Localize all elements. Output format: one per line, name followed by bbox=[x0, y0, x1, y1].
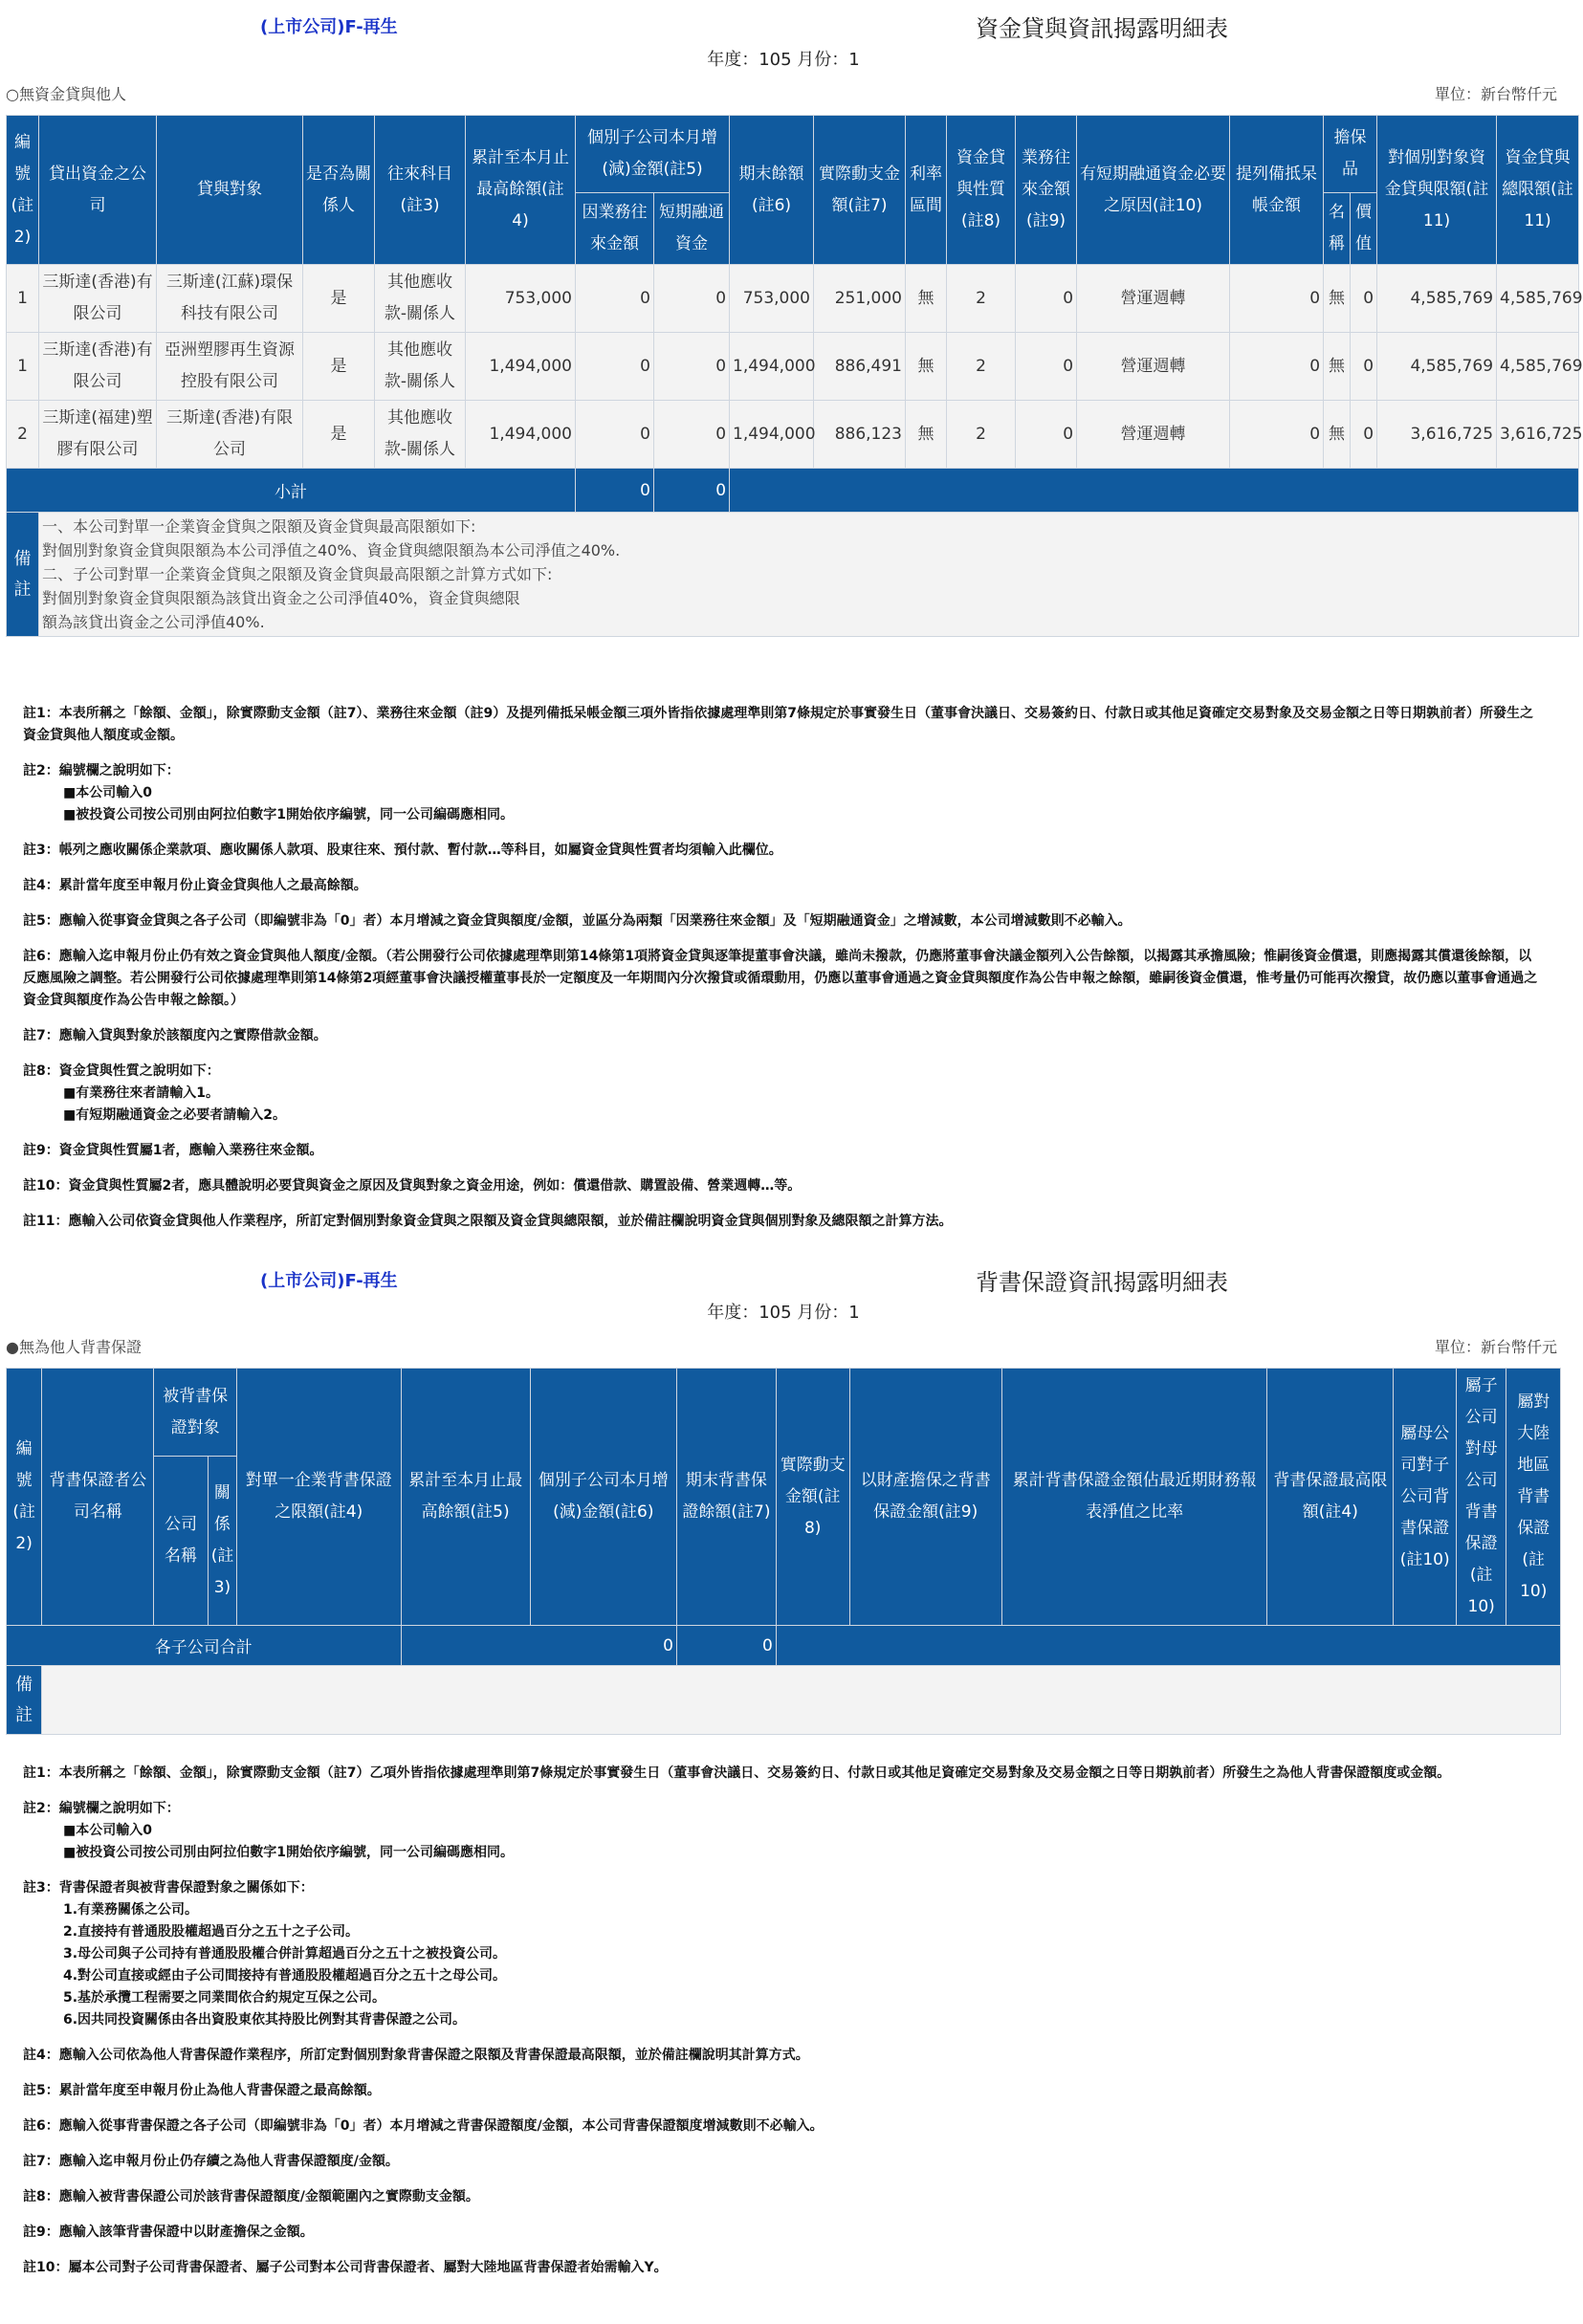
row-actual: 251,000 bbox=[814, 265, 906, 333]
loan-table bbox=[6, 115, 1583, 637]
note-text: 註9：資金貸與性質屬1者，應輸入業務往來金額。 bbox=[23, 1143, 323, 1158]
row-no: 1 bbox=[7, 265, 39, 333]
g-total-label: 各子公司合計 bbox=[7, 1626, 402, 1666]
guarantee-status-line bbox=[6, 1335, 1561, 1357]
row-lender: 三斯達(香港)有限公司 bbox=[39, 265, 157, 333]
row-related: 是 bbox=[303, 333, 375, 401]
remarks-line: 對個別對象資金貸與限額為本公司淨值之40%、資金貸與總限額為本公司淨值之40%. bbox=[42, 541, 621, 559]
g-col-no: 編號(註2) bbox=[7, 1369, 42, 1626]
g-remarks-label: 備註 bbox=[7, 1666, 42, 1735]
note-text: 註11：應輸入公司依資金貸與他人作業程序，所訂定對個別對象資金貸與之限額及資金貸與總限額，並於備註欄說明資金貸與個別對象及總限額之計算方法。 bbox=[23, 1214, 953, 1229]
col-allowance: 提列備抵呆帳金額 bbox=[1230, 116, 1324, 265]
col-reason: 有短期融通資金必要之原因(註10) bbox=[1077, 116, 1230, 265]
row-ending: 1,494,000 bbox=[730, 401, 814, 469]
row-borrower: 亞洲塑膠再生資源控股有限公司 bbox=[157, 333, 303, 401]
col-max-balance: 累計至本月止最高餘額(註4) bbox=[466, 116, 576, 265]
note-text: 註3：帳列之應收關係企業款項、應收關係人款項、股東往來、預付款、暫付款…等科目，如屬資金貸與性質者均須輸入此欄位。 bbox=[23, 843, 782, 858]
guarantee-page-title: 背書保證資訊揭露明細表 bbox=[976, 1269, 1228, 1296]
remarks-line: 二、子公司對單一企業資金貸與之限額及資金貸與最高限額之計算方式如下: bbox=[42, 565, 553, 583]
note-item bbox=[23, 2186, 1544, 2208]
col-collateral: 擔保品 bbox=[1324, 116, 1377, 193]
loan-subtotal-row bbox=[7, 469, 1579, 513]
loan-company-name: (上市公司)F-再生 bbox=[260, 17, 398, 37]
row-short: 0 bbox=[654, 265, 730, 333]
note-item bbox=[23, 2080, 1544, 2102]
row-allowance: 0 bbox=[1230, 333, 1324, 401]
row-account: 其他應收款-關係人 bbox=[375, 265, 466, 333]
guarantee-table bbox=[6, 1368, 1561, 1735]
col-collateral-name: 名稱 bbox=[1324, 193, 1351, 265]
loan-status-text: ○無資金貸與他人 bbox=[6, 85, 126, 103]
note-sub-item: ■被投資公司按公司別由阿拉伯數字1開始依序編號，同一公司編碼應相同。 bbox=[63, 807, 514, 822]
table-row bbox=[7, 333, 1579, 401]
col-account: 往來科目(註3) bbox=[375, 116, 466, 265]
col-lender: 貸出資金之公司 bbox=[39, 116, 157, 265]
row-ending: 753,000 bbox=[730, 265, 814, 333]
remarks-body bbox=[39, 513, 1579, 637]
note-text: 註5：應輸入從事資金貸與之各子公司（即編號非為「0」者）本月增減之資金貸與額度/金額，並區分為兩類「因業務往來金額」及「短期融通資金」之增減數，本公司增減數則不必輸入。 bbox=[23, 913, 1132, 929]
row-account: 其他應收款-關係人 bbox=[375, 333, 466, 401]
note-sub-item: 5.基於承攬工程需要之同業間依合約規定互保之公司。 bbox=[63, 1990, 386, 2006]
guarantee-total-row bbox=[7, 1626, 1561, 1666]
row-col-value: 0 bbox=[1351, 265, 1377, 333]
row-max-balance: 753,000 bbox=[466, 265, 576, 333]
note-text: 註9：應輸入該筆背書保證中以財產擔保之金額。 bbox=[23, 2225, 314, 2240]
row-business: 0 bbox=[576, 333, 654, 401]
row-reason: 營運週轉 bbox=[1077, 333, 1230, 401]
row-limit-individual: 4,585,769 bbox=[1377, 265, 1497, 333]
g-col-collateral: 以財產擔保之背書保證金額(註9) bbox=[849, 1369, 1001, 1626]
row-max-balance: 1,494,000 bbox=[466, 401, 576, 469]
loan-notes bbox=[23, 703, 1544, 1246]
g-col-ending-balance: 期末背書保證餘額(註7) bbox=[676, 1369, 776, 1626]
row-txn: 0 bbox=[1016, 401, 1077, 469]
note-text: 註6：應輸入迄申報月份止仍有效之資金貸與他人額度/金額。（若公開發行公司依據處理準則第14條第1項將資金貸與逐筆提董事會決議，雖尚未撥款，仍應將董事會決議金額列入公告餘額，以揭露其承擔風險；惟嗣後資金償還，則應揭露其償還後餘額，以反應風險之調整。若公開發行公司依據處理準則第14條第2項經董事會決議授權董事長於一定額度及一年期間內分次撥貸或循環動用，仍應以董事會通過之資金貸與額度作為公告申報之餘額，雖嗣後資金償還，惟考量仍可能再次撥貸，故仍應以董事會通過之資金貸與額度作為公告申報之餘額。） bbox=[23, 949, 1538, 1008]
row-borrower: 三斯達(江蘇)環保科技有限公司 bbox=[157, 265, 303, 333]
row-limit-individual: 4,585,769 bbox=[1377, 333, 1497, 401]
note-text: 註10：資金貸與性質屬2者，應具體說明必要貸與資金之原因及貸與對象之資金用途，例如：償還借款、購置設備、營業週轉…等。 bbox=[23, 1178, 802, 1194]
note-item bbox=[23, 1140, 1544, 1162]
col-nature: 資金貸與性質(註8) bbox=[947, 116, 1016, 265]
note-text: 註6：應輸入從事背書保證之各子公司（即編號非為「0」者）本月增減之背書保證額度/金額，本公司背書保證額度增減數則不必輸入。 bbox=[23, 2118, 824, 2134]
note-text: 註7：應輸入迄申報月份止仍存續之為他人背書保證額度/金額。 bbox=[23, 2154, 399, 2169]
g-col-guarantor: 背書保證者公司名稱 bbox=[42, 1369, 154, 1626]
note-item bbox=[23, 2222, 1544, 2244]
subtotal-filler bbox=[730, 469, 1579, 513]
row-business: 0 bbox=[576, 265, 654, 333]
row-col-value: 0 bbox=[1351, 333, 1377, 401]
note-text: 註5：累計當年度至申報月份止為他人背書保證之最高餘額。 bbox=[23, 2083, 381, 2098]
g-col-monthly-change: 個別子公司本月增(減)金額(註6) bbox=[530, 1369, 676, 1626]
guarantee-company-name: (上市公司)F-再生 bbox=[260, 1271, 398, 1291]
note-item bbox=[23, 1061, 1544, 1127]
g-col-max-balance: 累計至本月止最高餘額(註5) bbox=[401, 1369, 530, 1626]
note-item bbox=[23, 2045, 1544, 2067]
g-col-parent-to-sub: 屬母公司對子公司背書保證(註10) bbox=[1394, 1369, 1457, 1626]
note-item bbox=[23, 840, 1544, 862]
guarantee-period: 年度：105 月份：1 bbox=[707, 1303, 860, 1323]
g-col-sub-to-parent: 屬子公司對母公司背書保證(註10) bbox=[1456, 1369, 1506, 1626]
row-rate: 無 bbox=[906, 333, 947, 401]
row-rate: 無 bbox=[906, 265, 947, 333]
note-sub-item: 6.因共同投資關係由各出資股東依其持股比例對其背書保證之公司。 bbox=[63, 2012, 467, 2028]
loan-page-title: 資金貸與資訊揭露明細表 bbox=[976, 15, 1228, 42]
row-limit-total: 3,616,725 bbox=[1497, 401, 1579, 469]
row-nature: 2 bbox=[947, 265, 1016, 333]
guarantee-notes bbox=[23, 1763, 1544, 2292]
col-limit-total: 資金貸與總限額(註11) bbox=[1497, 116, 1579, 265]
subtotal-short: 0 bbox=[654, 469, 730, 513]
note-item bbox=[23, 1175, 1544, 1197]
row-related: 是 bbox=[303, 401, 375, 469]
guarantee-remarks-row bbox=[7, 1666, 1561, 1735]
col-collateral-value: 價值 bbox=[1351, 193, 1377, 265]
note-sub-item: ■被投資公司按公司別由阿拉伯數字1開始依序編號，同一公司編碼應相同。 bbox=[63, 1845, 514, 1860]
row-col-name: 無 bbox=[1324, 333, 1351, 401]
row-no: 2 bbox=[7, 401, 39, 469]
g-total-ending: 0 bbox=[676, 1626, 776, 1666]
loan-remarks-row bbox=[7, 513, 1579, 637]
col-business-txn: 業務往來金額(註9) bbox=[1016, 116, 1077, 265]
row-actual: 886,123 bbox=[814, 401, 906, 469]
row-nature: 2 bbox=[947, 333, 1016, 401]
row-ending: 1,494,000 bbox=[730, 333, 814, 401]
col-limit-individual: 對個別對象資金貸與限額(註11) bbox=[1377, 116, 1497, 265]
col-monthly-change: 個別子公司本月增(減)金額(註5) bbox=[576, 116, 730, 193]
row-limit-individual: 3,616,725 bbox=[1377, 401, 1497, 469]
note-sub-item: ■有短期融通資金之必要者請輸入2。 bbox=[63, 1107, 286, 1123]
loan-period: 年度：105 月份：1 bbox=[707, 50, 860, 70]
note-item bbox=[23, 1877, 1544, 2031]
note-text: 註3：背書保證者與被背書保證對象之關係如下： bbox=[23, 1880, 314, 1896]
note-text: 註1：本表所稱之「餘額、金額」，除實際動支金額（註7）乙項外皆指依據處理準則第7條規定於事實發生日（董事會決議日、交易簽約日、付款日或其他足資確定交易對象及交易金額之日等日期孰前者）所發生之為他人背書保證額度或金額。 bbox=[23, 1765, 1451, 1781]
note-item bbox=[23, 1798, 1544, 1864]
row-no: 1 bbox=[7, 333, 39, 401]
row-related: 是 bbox=[303, 265, 375, 333]
loan-header bbox=[0, 6, 1567, 44]
note-item bbox=[23, 1763, 1544, 1785]
g-col-relation: 關係(註3) bbox=[208, 1457, 236, 1626]
row-limit-total: 4,585,769 bbox=[1497, 333, 1579, 401]
row-business: 0 bbox=[576, 401, 654, 469]
note-text: 註7：應輸入貸與對象於該額度內之實際借款金額。 bbox=[23, 1028, 327, 1043]
row-borrower: 三斯達(香港)有限公司 bbox=[157, 401, 303, 469]
g-total-change: 0 bbox=[401, 1626, 676, 1666]
note-sub-item: 1.有業務關係之公司。 bbox=[63, 1902, 199, 1918]
g-col-guaranteed: 被背書保證對象 bbox=[154, 1369, 237, 1457]
note-text: 註2：編號欄之說明如下： bbox=[23, 1801, 180, 1816]
note-text: 註4：應輸入公司依為他人背書保證作業程序，所訂定對個別對象背書保證之限額及背書保證最高限額，並於備註欄說明其計算方式。 bbox=[23, 2048, 809, 2063]
note-text: 註10：屬本公司對子公司背書保證者、屬子公司對本公司背書保證者、屬對大陸地區背書保證者始需輸入Y。 bbox=[23, 2260, 668, 2275]
row-txn: 0 bbox=[1016, 333, 1077, 401]
g-col-limit-single: 對單一企業背書保證之限額(註4) bbox=[237, 1369, 401, 1626]
col-borrower: 貸與對象 bbox=[157, 116, 303, 265]
note-text: 註4：累計當年度至申報月份止資金貸與他人之最高餘額。 bbox=[23, 878, 367, 893]
col-related: 是否為關係人 bbox=[303, 116, 375, 265]
g-col-max-limit: 背書保證最高限額(註4) bbox=[1267, 1369, 1394, 1626]
row-nature: 2 bbox=[947, 401, 1016, 469]
row-short: 0 bbox=[654, 401, 730, 469]
col-rate: 利率區間 bbox=[906, 116, 947, 265]
note-text: 註8：資金貸與性質之說明如下： bbox=[23, 1063, 220, 1079]
note-sub-item: ■有業務往來者請輸入1。 bbox=[63, 1085, 219, 1101]
row-col-name: 無 bbox=[1324, 401, 1351, 469]
note-text: 註1：本表所稱之「餘額、金額」，除實際動支金額（註7）、業務往來金額（註9）及提列備抵呆帳金額三項外皆指依據處理準則第7條規定於事實發生日（董事會決議日、交易簽約日、付款日或其他足資確定交易對象及交易金額之日等日期孰前者）所發生之資金貸與他人額度或金額。 bbox=[23, 706, 1533, 743]
g-remarks-body bbox=[42, 1666, 1561, 1735]
col-ending-balance: 期末餘額(註6) bbox=[730, 116, 814, 265]
note-item bbox=[23, 1211, 1544, 1233]
row-rate: 無 bbox=[906, 401, 947, 469]
note-item bbox=[23, 2116, 1544, 2138]
row-reason: 營運週轉 bbox=[1077, 401, 1230, 469]
row-max-balance: 1,494,000 bbox=[466, 333, 576, 401]
note-sub-item: ■本公司輸入0 bbox=[63, 1823, 152, 1838]
g-col-actual: 實際動支金額(註8) bbox=[776, 1369, 849, 1626]
note-sub-item: 3.母公司與子公司持有普通股股權合併計算超過百分之五十之被投資公司。 bbox=[63, 1946, 507, 1962]
note-item bbox=[23, 1025, 1544, 1047]
g-col-company: 公司名稱 bbox=[154, 1457, 208, 1626]
row-col-value: 0 bbox=[1351, 401, 1377, 469]
row-allowance: 0 bbox=[1230, 265, 1324, 333]
g-total-filler bbox=[776, 1626, 1560, 1666]
remarks-label: 備註 bbox=[7, 513, 39, 637]
subtotal-business: 0 bbox=[576, 469, 654, 513]
row-reason: 營運週轉 bbox=[1077, 265, 1230, 333]
loan-status-line bbox=[6, 82, 1561, 104]
remarks-line: 額為該貸出資金之公司淨值40%. bbox=[42, 613, 265, 631]
table-row bbox=[7, 265, 1579, 333]
subtotal-label: 小計 bbox=[7, 469, 576, 513]
col-actual-amount: 實際動支金額(註7) bbox=[814, 116, 906, 265]
guarantee-status-text: ●無為他人背書保證 bbox=[6, 1338, 142, 1356]
note-sub-item: ■本公司輸入0 bbox=[63, 785, 152, 800]
remarks-line: 一、本公司對單一企業資金貸與之限額及資金貸與最高限額如下: bbox=[42, 517, 476, 536]
g-col-mainland: 屬對大陸地區背書保證(註10) bbox=[1506, 1369, 1561, 1626]
note-text: 註2：編號欄之說明如下： bbox=[23, 763, 180, 778]
guarantee-unit-text: 單位：新台幣仟元 bbox=[1434, 1338, 1557, 1356]
note-item bbox=[23, 2151, 1544, 2173]
remarks-line: 對個別對象資金貸與限額為該貸出資金之公司淨值40%，資金貸與總限 bbox=[42, 589, 520, 607]
row-actual: 886,491 bbox=[814, 333, 906, 401]
note-item bbox=[23, 703, 1544, 747]
row-lender: 三斯達(福建)塑膠有限公司 bbox=[39, 401, 157, 469]
note-item bbox=[23, 760, 1544, 826]
loan-rows bbox=[7, 265, 1583, 469]
col-no: 編號(註2) bbox=[7, 116, 39, 265]
g-col-ratio: 累計背書保證金額佔最近期財務報表淨值之比率 bbox=[1001, 1369, 1266, 1626]
note-text: 註8：應輸入被背書保證公司於該背書保證額度/金額範圍內之實際動支金額。 bbox=[23, 2189, 479, 2204]
note-sub-item: 2.直接持有普通股股權超過百分之五十之子公司。 bbox=[63, 1924, 360, 1940]
row-account: 其他應收款-關係人 bbox=[375, 401, 466, 469]
note-item bbox=[23, 875, 1544, 897]
row-limit-total: 4,585,769 bbox=[1497, 265, 1579, 333]
guarantee-header bbox=[0, 1260, 1567, 1298]
row-txn: 0 bbox=[1016, 265, 1077, 333]
loan-unit-text: 單位：新台幣仟元 bbox=[1434, 85, 1557, 103]
note-item bbox=[23, 2257, 1544, 2279]
row-col-name: 無 bbox=[1324, 265, 1351, 333]
col-short-term: 短期融通資金 bbox=[654, 193, 730, 265]
note-sub-item: 4.對公司直接或經由子公司間接持有普通股股權超過百分之五十之母公司。 bbox=[63, 1968, 507, 1984]
note-item bbox=[23, 946, 1544, 1012]
row-allowance: 0 bbox=[1230, 401, 1324, 469]
row-short: 0 bbox=[654, 333, 730, 401]
note-item bbox=[23, 910, 1544, 932]
col-business-amount: 因業務往來金額 bbox=[576, 193, 654, 265]
table-row bbox=[7, 401, 1579, 469]
row-lender: 三斯達(香港)有限公司 bbox=[39, 333, 157, 401]
